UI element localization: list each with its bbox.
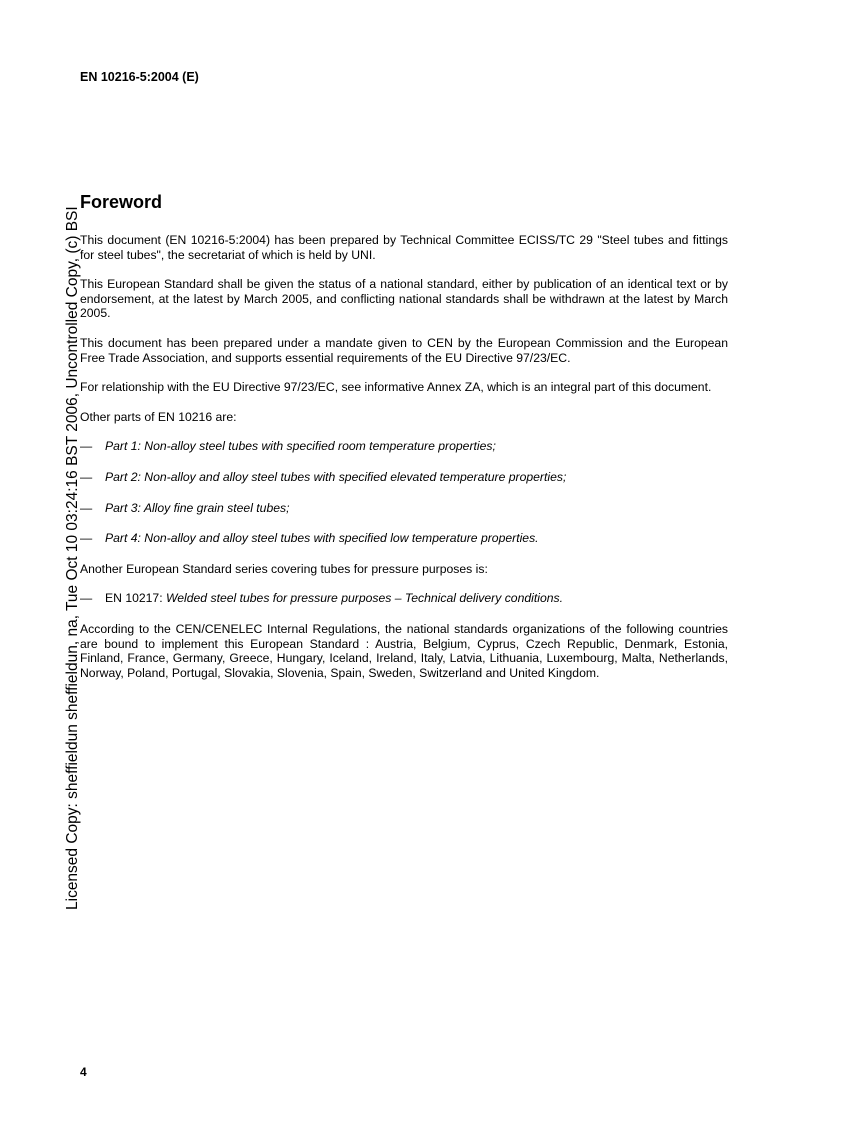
document-header: EN 10216-5:2004 (E) xyxy=(80,70,199,84)
list-item-en-10217 xyxy=(80,591,728,606)
paragraph-other-parts: Other parts of EN 10216 are: xyxy=(80,409,237,424)
paragraph-series-intro: Another European Standard series covering tubes for pressure purposes is: xyxy=(80,561,488,576)
list-item-text xyxy=(105,591,563,606)
list-dash: — xyxy=(80,500,93,515)
list-item-title: Welded steel tubes for pressure purposes – Technical delivery conditions. xyxy=(165,591,563,606)
list-item-part-4 xyxy=(80,531,728,546)
list-item-text: Part 1: Non-alloy steel tubes with specified room temperature properties; xyxy=(105,439,496,454)
list-item-text: Part 2: Non-alloy and alloy steel tubes with specified elevated temperature properties; xyxy=(105,469,567,484)
list-dash: — xyxy=(80,469,93,484)
list-item-part-2 xyxy=(80,470,728,485)
page-number: 4 xyxy=(80,1065,87,1079)
list-dash: — xyxy=(80,439,93,454)
list-item-text: Part 4: Non-alloy and alloy steel tubes with specified low temperature properties. xyxy=(105,531,539,546)
list-dash: — xyxy=(80,591,93,606)
section-title: Foreword xyxy=(80,192,163,212)
foreword-content xyxy=(80,233,728,695)
paragraph-status: This European Standard shall be given the status of a national standard, either by publication of an identical text or by endorsement, at the latest by March 2005, and conflicting national standards shall be withdrawn at the latest by March 2005. xyxy=(80,277,728,321)
paragraph-cen-regulations: According to the CEN/CENELEC Internal Regulations, the national standards organizations of the following countries are bound to implement this European Standard : Austria, Belgium, Cyprus, Czech Republic, Denmark, Estonia, Finland, France, Germany, Greece, Hungary, Iceland, Ireland, Italy, Latvia, Lithuania, Luxembourg, Malta, Netherlands, Norway, Poland, Portugal, Slovakia, Slovenia, Spain, Sweden, Switzerland and United Kingdom. xyxy=(80,621,728,680)
paragraph-relationship: For relationship with the EU Directive 97/23/EC, see informative Annex ZA, which is an integral part of this document. xyxy=(80,380,712,395)
list-item-prefix: EN 10217: xyxy=(105,591,166,606)
list-item-part-1 xyxy=(80,439,728,454)
list-item-part-3 xyxy=(80,501,728,516)
list-dash: — xyxy=(80,531,93,546)
paragraph-mandate: This document has been prepared under a mandate given to CEN by the European Commission and the European Free Trade Association, and supports essential requirements of the EU Directive 97/23/EC. xyxy=(80,335,728,365)
license-watermark: Licensed Copy: sheffieldun sheffieldun, na, Tue Oct 10 03:24:16 BST 2006, Uncontrolled Copy, (c) BSI xyxy=(64,206,81,910)
paragraph-prepared-by: This document (EN 10216-5:2004) has been prepared by Technical Committee ECISS/TC 29 "Steel tubes and fittings for steel tubes", the secretariat of which is held by UNI. xyxy=(80,233,728,262)
list-item-text: Part 3: Alloy fine grain steel tubes; xyxy=(105,500,290,515)
